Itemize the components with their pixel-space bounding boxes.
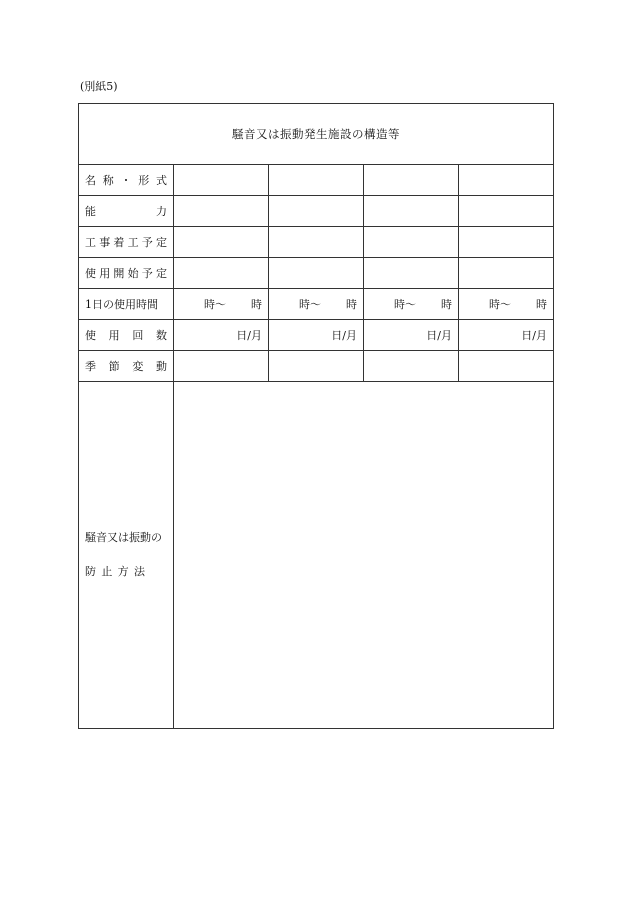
- seasonal-variation-label: 季 節 変 動: [79, 351, 174, 382]
- usage-start-cell-2[interactable]: [269, 258, 364, 289]
- name-form-cell-1[interactable]: [174, 165, 269, 196]
- name-form-label: 名 称 ・ 形 式: [79, 165, 174, 196]
- usage-start-row: [79, 258, 554, 289]
- construction-start-cell-1[interactable]: [174, 227, 269, 258]
- construction-start-cell-4[interactable]: [459, 227, 554, 258]
- construction-start-cell-2[interactable]: [269, 227, 364, 258]
- construction-start-row: [79, 227, 554, 258]
- daily-hours-row: [79, 289, 554, 320]
- seasonal-variation-cell-3[interactable]: [364, 351, 459, 382]
- construction-start-cell-3[interactable]: [364, 227, 459, 258]
- daily-hours-cell-1[interactable]: 時〜 時: [174, 289, 269, 320]
- seasonal-variation-cell-1[interactable]: [174, 351, 269, 382]
- usage-count-cell-4[interactable]: 日/月: [459, 320, 554, 351]
- daily-hours-cell-3[interactable]: 時〜 時: [364, 289, 459, 320]
- name-form-cell-4[interactable]: [459, 165, 554, 196]
- capacity-label: 能 力: [79, 196, 174, 227]
- construction-start-label: 工 事 着 工 予 定: [79, 227, 174, 258]
- seasonal-variation-row: [79, 351, 554, 382]
- usage-count-row: [79, 320, 554, 351]
- usage-start-cell-1[interactable]: [174, 258, 269, 289]
- capacity-cell-1[interactable]: [174, 196, 269, 227]
- usage-count-cell-2[interactable]: 日/月: [269, 320, 364, 351]
- daily-hours-cell-4[interactable]: 時〜 時: [459, 289, 554, 320]
- form-title: 騒音又は振動発生施設の構造等: [79, 104, 554, 165]
- prevention-method-field[interactable]: [174, 382, 554, 729]
- daily-hours-label: 1日の使用時間: [79, 289, 174, 320]
- capacity-cell-2[interactable]: [269, 196, 364, 227]
- usage-count-cell-1[interactable]: 日/月: [174, 320, 269, 351]
- name-form-row: [79, 165, 554, 196]
- usage-count-label: 使 用 回 数: [79, 320, 174, 351]
- name-form-cell-2[interactable]: [269, 165, 364, 196]
- capacity-cell-3[interactable]: [364, 196, 459, 227]
- usage-start-cell-4[interactable]: [459, 258, 554, 289]
- usage-start-label: 使 用 開 始 予 定: [79, 258, 174, 289]
- prevention-method-label: 騒音又は振動の 防 止 方 法: [79, 382, 174, 729]
- capacity-cell-4[interactable]: [459, 196, 554, 227]
- daily-hours-cell-2[interactable]: 時〜 時: [269, 289, 364, 320]
- usage-count-cell-3[interactable]: 日/月: [364, 320, 459, 351]
- seasonal-variation-cell-4[interactable]: [459, 351, 554, 382]
- facility-structure-form: [78, 103, 554, 729]
- capacity-row: [79, 196, 554, 227]
- seasonal-variation-cell-2[interactable]: [269, 351, 364, 382]
- appendix-label: (別紙5): [80, 80, 118, 93]
- name-form-cell-3[interactable]: [364, 165, 459, 196]
- prevention-method-row: [79, 382, 554, 729]
- usage-start-cell-3[interactable]: [364, 258, 459, 289]
